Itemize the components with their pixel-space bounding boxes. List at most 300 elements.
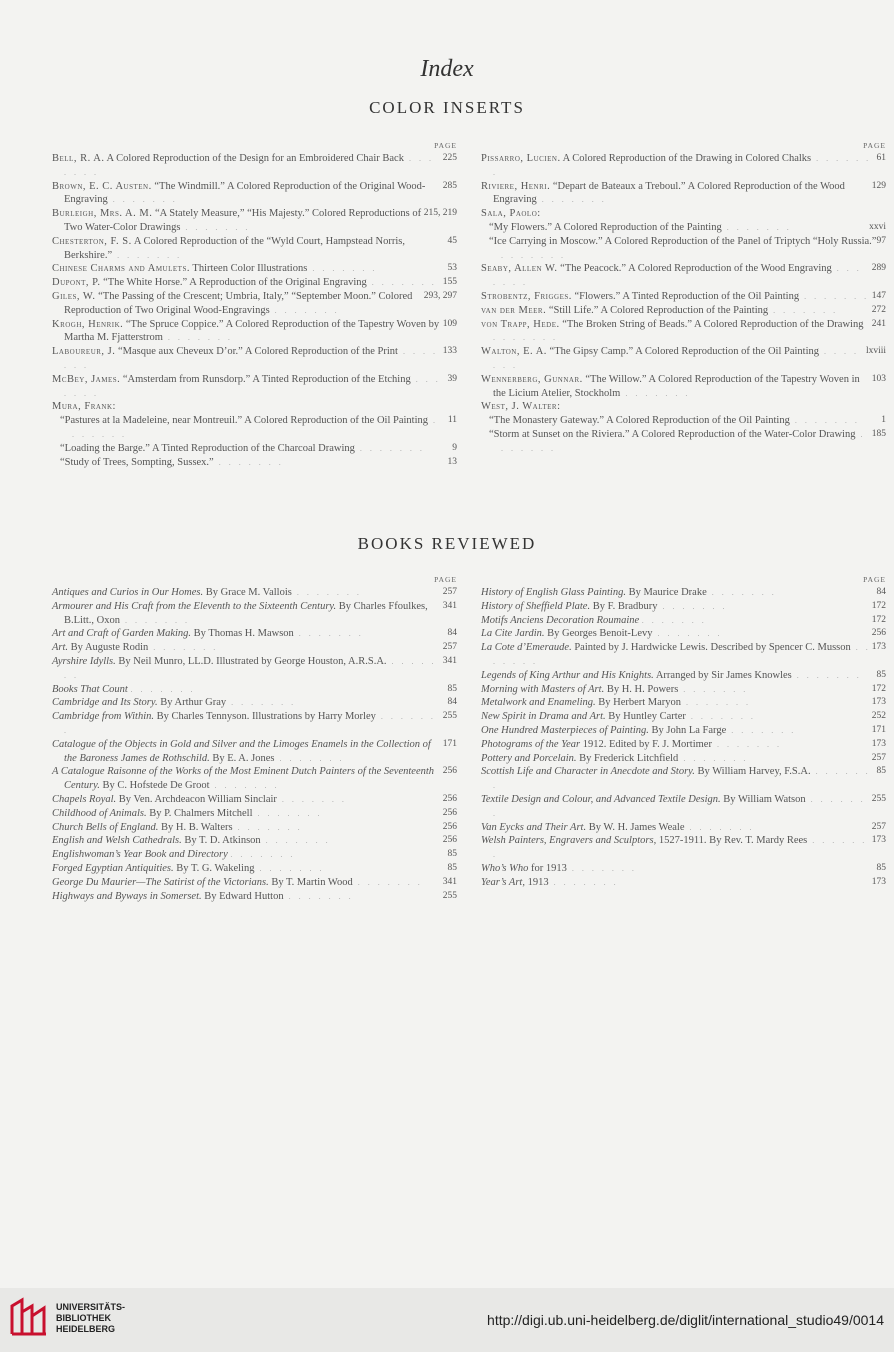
page-number: 341 xyxy=(442,600,457,611)
book-title: Welsh Painters, Engravers and Sculptors, xyxy=(481,835,657,847)
book-title: Forged Egyptian Antiquities. xyxy=(52,862,174,874)
book-title: George Du Maurier—The Satirist of the Victorians. xyxy=(52,876,269,888)
library-name-line: BIBLIOTHEK xyxy=(56,1313,111,1323)
dot-leader: . . . . . . . xyxy=(493,264,862,288)
book-title: Motifs Anciens Decoration Roumaine xyxy=(481,614,640,626)
book-entry xyxy=(481,600,886,614)
book-title: History of English Glass Painting. xyxy=(481,587,626,598)
dot-leader: . . . . . . . xyxy=(678,753,749,763)
page-number: 173 xyxy=(871,697,886,708)
entry-description: By William Harvey, F.S.A. xyxy=(697,766,811,778)
entry-description: By Thomas H. Mawson xyxy=(193,628,294,640)
insert-entry xyxy=(481,304,886,318)
page-column-label: PAGE xyxy=(863,141,886,150)
book-title: Cambridge from Within. xyxy=(52,711,154,723)
insert-entry xyxy=(481,345,886,373)
page-number: 173 xyxy=(871,876,886,887)
entry-description: “Still Life.” A Colored Reproduction of the Painting xyxy=(548,304,769,316)
insert-entry xyxy=(52,373,457,401)
artist-name: Giles, W. xyxy=(52,290,96,302)
page-number: 172 xyxy=(871,683,886,694)
book-entry xyxy=(481,862,886,876)
entry-description: “Depart de Bateaux a Treboul.” A Colored Reproduction of the Wood Engraving xyxy=(493,180,845,206)
insert-entry xyxy=(481,152,886,180)
page-number: 341 xyxy=(442,876,457,887)
entry-description: “Loading the Barge.” A Tinted Reproduction of the Charcoal Drawing xyxy=(60,442,355,454)
entry-description: By Auguste Rodin xyxy=(70,642,149,654)
entry-description: By P. Chalmers Mitchell xyxy=(149,807,253,819)
insert-entry xyxy=(481,235,886,263)
dot-leader: . . . . . . . xyxy=(230,850,296,860)
dot-leader: . . . . . . . xyxy=(789,416,860,426)
color-inserts-right-column xyxy=(481,140,886,456)
book-title: La Cote d’Emeraude. xyxy=(481,642,572,654)
entry-description: “The Spruce Coppice.” A Colored Reproduction of the Tapestry Woven by Martha M. Fjatterstrom xyxy=(64,318,440,344)
page-number: 39 xyxy=(447,373,457,384)
page-number: 13 xyxy=(447,456,457,467)
page-number: 171 xyxy=(871,724,886,735)
dot-leader: . . . . . . . xyxy=(307,264,378,274)
page-number: 256 xyxy=(442,793,457,804)
dot-leader: . . . . . . . xyxy=(681,698,752,708)
page-number: 9 xyxy=(452,442,457,453)
insert-entry xyxy=(52,235,457,263)
entry-description: By T. D. Atkinson xyxy=(184,835,261,847)
page-number: 255 xyxy=(442,890,457,901)
page-number: 85 xyxy=(447,683,457,694)
entry-description: By Ven. Archdeacon William Sinclair xyxy=(118,793,277,805)
dot-leader: . . . . . . . xyxy=(685,712,756,722)
dot-leader: . . . . . . . xyxy=(232,822,303,832)
page-number: 147 xyxy=(871,290,886,301)
insert-entry xyxy=(481,428,886,456)
entry-description: “The Peacock.” A Colored Reproduction of the Wood Engraving xyxy=(560,263,832,275)
dot-leader: . . . . . . . xyxy=(493,767,871,791)
entry-description: By E. A. Jones xyxy=(212,752,275,764)
dot-leader: . . . . . . . xyxy=(493,794,866,818)
book-entry xyxy=(52,807,457,821)
dot-leader: . . . . . . . xyxy=(120,615,191,625)
dot-leader: . . . . . . . xyxy=(64,154,434,177)
page-number: 256 xyxy=(442,807,457,818)
entry-description: “The Gipsy Camp.” A Colored Reproduction of the Oil Painting xyxy=(549,346,819,358)
insert-entry xyxy=(52,400,457,414)
dot-leader: . . . . . . . xyxy=(291,588,362,597)
page-number: 45 xyxy=(447,235,457,246)
page-number: 185 xyxy=(871,428,886,439)
page-number: 173 xyxy=(871,642,886,653)
dot-leader: . . . . . . . xyxy=(657,601,728,611)
page-number: 225 xyxy=(442,153,457,163)
dot-leader: . . . . . . . xyxy=(64,374,441,398)
page-number: 103 xyxy=(871,373,886,384)
page-number: 293, 297 xyxy=(423,290,457,301)
insert-entry xyxy=(52,456,457,470)
entry-description: By Herbert Maryon xyxy=(598,697,682,709)
dot-leader: . . . . . . . xyxy=(148,643,219,653)
dot-leader: . . . . . . . xyxy=(684,822,755,832)
entry-description: “Pastures at la Madeleine, near Montreuil.” A Colored Reproduction of the Oil Painting xyxy=(60,415,428,427)
page-number: 256 xyxy=(442,835,457,846)
page-number: 84 xyxy=(447,628,457,639)
insert-entry xyxy=(52,180,457,208)
book-entry xyxy=(52,586,457,600)
entry-description: “The Willow.” A Colored Reproduction of the Tapestry Woven in the Licium Atelier, Stockholm xyxy=(493,373,860,399)
book-entry xyxy=(52,600,457,628)
dot-leader: . . . . . . . xyxy=(162,333,233,343)
entry-description: “Ice Carrying in Moscow.” A Colored Reproduction of the Panel of Triptych “Holy Russia.” xyxy=(489,235,877,247)
dot-leader: . . . . . . . xyxy=(652,629,723,639)
dot-leader: . . . . . . . xyxy=(213,457,284,467)
library-name-line: UNIVERSITÄTS- xyxy=(56,1302,126,1312)
insert-entry xyxy=(481,221,886,235)
book-entry xyxy=(52,848,457,862)
book-title: Highways and Byways in Somerset. xyxy=(52,890,202,902)
page-number: 133 xyxy=(442,346,457,357)
book-title: Ayrshire Idylls. xyxy=(52,655,116,667)
book-entry xyxy=(481,586,886,600)
book-title: Van Eycks and Their Art. xyxy=(481,821,587,833)
artist-name: Seaby, Allen W. xyxy=(481,263,558,275)
book-entry xyxy=(481,627,886,641)
dot-leader: . . . . . . . xyxy=(64,712,436,735)
dot-leader: . . . . . . . xyxy=(768,305,839,315)
dot-leader: . . . . . . . xyxy=(64,347,438,370)
insert-entry xyxy=(52,318,457,346)
dot-leader: . . . . . . . xyxy=(276,794,347,804)
insert-entry xyxy=(52,276,457,290)
color-inserts-heading: COLOR INSERTS xyxy=(369,98,525,117)
page-number: 84 xyxy=(876,587,886,597)
dot-leader: . . . . . . . xyxy=(548,877,619,887)
entry-description: By Maurice Drake xyxy=(628,587,707,598)
dot-leader: . . . . . . . xyxy=(352,877,423,887)
entry-description: A Colored Reproduction of the Drawing in Colored Chalks xyxy=(562,153,812,164)
book-title: Scottish Life and Character in Anecdote and Story. xyxy=(481,766,695,778)
artist-name: Strobentz, Frigges. xyxy=(481,290,572,302)
entry-description: A Colored Reproduction of the “Wyld Court, Hampstead Norris, Berkshire.” xyxy=(64,235,405,261)
insert-entry xyxy=(52,414,457,442)
book-title: Cambridge and Its Story. xyxy=(52,697,158,709)
insert-entry xyxy=(52,152,457,180)
dot-leader: . . . . . . . xyxy=(112,250,183,260)
entry-description: By Neil Munro, LL.D. Illustrated by George Houston, A.R.S.A. xyxy=(118,655,387,667)
book-title: Books That Count xyxy=(52,683,128,695)
page-number: lxviii xyxy=(865,346,886,357)
page-number: 1 xyxy=(881,415,886,426)
page-number: 171 xyxy=(442,738,457,749)
entry-description: By Grace M. Vallois xyxy=(205,587,292,598)
book-title: A Catalogue Raisonne of the Works of the Most Eminent Dutch Painters of the Seventeenth Century. xyxy=(52,766,435,792)
entry-description: By Frederick Litchfield xyxy=(579,752,679,764)
dot-leader: . . . . . . . xyxy=(536,195,607,205)
entry-description: “Amsterdam from Runsdorp.” A Tinted Reproduction of the Etching xyxy=(122,373,411,385)
page-number: 256 xyxy=(442,821,457,832)
entry-description: By Charles Tennyson. Illustrations by Harry Morley xyxy=(156,711,376,723)
entry-description: By Huntley Carter xyxy=(608,711,686,723)
book-title: Church Bells of England. xyxy=(52,821,159,833)
artist-name: Chinese Charms and Amulets. xyxy=(52,263,190,275)
book-title: History of Sheffield Plate. xyxy=(481,600,591,612)
entry-description: “My Flowers.” A Colored Reproduction of the Painting xyxy=(489,221,722,233)
dot-leader: . . . . . . . xyxy=(791,670,862,680)
entry-description: By F. Bradbury xyxy=(592,600,658,612)
entry-description: “The White Horse.” A Reproduction of the Original Engraving xyxy=(103,277,367,289)
page-number: 256 xyxy=(442,766,457,777)
dot-leader: . . . . . . . xyxy=(254,863,325,873)
entry-description: By H. H. Powers xyxy=(606,683,679,695)
artist-name: von Trapp, Hede. xyxy=(481,318,560,330)
book-title: Year’s Art, xyxy=(481,876,525,888)
insert-entry xyxy=(481,414,886,428)
dot-leader: . . . . . . . xyxy=(641,615,707,625)
page-number: 97 xyxy=(876,235,886,246)
dot-leader: . . . . . . . xyxy=(366,278,437,288)
page-number: 61 xyxy=(876,153,886,163)
entry-description: “Masque aux Cheveux D’or.” A Colored Reproduction of the Print xyxy=(118,346,398,358)
entry-description: By John La Farge xyxy=(651,724,727,736)
dot-leader: . . . . . . . xyxy=(107,195,178,205)
page-number: 85 xyxy=(447,849,457,860)
entry-description: “A Stately Measure,” “His Majesty.” Colored Reproductions of Two Water-Color Drawings xyxy=(64,208,422,233)
entry-description: By William Watson xyxy=(723,793,806,805)
dot-leader: . . . . . . . xyxy=(293,629,364,639)
book-entry xyxy=(481,752,886,766)
entry-description: “Flowers.” A Tinted Reproduction of the Oil Painting xyxy=(574,290,800,302)
book-entry xyxy=(52,765,457,793)
book-title: Chapels Royal. xyxy=(52,793,117,805)
page-column-label: PAGE xyxy=(434,141,457,150)
artist-name: Bell, R. A. xyxy=(52,153,105,164)
entry-description: By H. B. Walters xyxy=(160,821,233,833)
entry-description: Arranged by Sir James Knowles xyxy=(655,669,792,681)
entry-description: “Study of Trees, Sompting, Sussex.” xyxy=(60,456,214,468)
page-number: 85 xyxy=(876,669,886,680)
book-title: New Spirit in Drama and Art. xyxy=(481,711,606,723)
color-inserts-left-column xyxy=(52,140,457,469)
page-number: 11 xyxy=(447,415,457,426)
entry-description: By Georges Benoit-Levy xyxy=(547,628,653,640)
entry-description: By Edward Hutton xyxy=(204,890,284,902)
entry-description: By T. G. Wakeling xyxy=(176,862,255,874)
dot-leader: . . . . . . . xyxy=(711,739,782,749)
artist-name: Brown, E. C. Austen. xyxy=(52,180,152,192)
dot-leader: . . . . . . . xyxy=(72,416,438,439)
entry-description: “The Passing of the Crescent; Umbria, Italy,” “September Moon.” Colored Reproduction of Two Original Wood-Engravings xyxy=(64,290,413,316)
book-entry xyxy=(52,862,457,876)
artist-name: Pissarro, Lucien. xyxy=(481,153,561,164)
dot-leader: . . . . . . . xyxy=(721,222,792,232)
book-title: Art. xyxy=(52,642,69,654)
book-entry xyxy=(481,641,886,669)
artist-name: van der Meer. xyxy=(481,304,547,316)
insert-entry xyxy=(481,318,886,346)
page-number: 257 xyxy=(871,752,886,763)
insert-entry xyxy=(481,290,886,304)
book-title: Textile Design and Colour, and Advanced Textile Design. xyxy=(481,793,721,805)
dot-leader: . . . . . . . xyxy=(252,808,323,818)
library-name xyxy=(56,1302,125,1335)
entry-description: Thirteen Color Illustrations xyxy=(192,263,308,275)
artist-name: Chesterton, F. S. xyxy=(52,235,132,247)
page-number: 252 xyxy=(871,711,886,722)
book-entry xyxy=(481,669,886,683)
book-entry xyxy=(481,793,886,821)
dot-leader: . . . . . . . xyxy=(493,333,558,343)
university-library-logo[interactable] xyxy=(8,1296,50,1338)
entry-description: Painted by J. Hardwicke Lewis. Described by Spencer C. Musson xyxy=(574,642,851,654)
book-title: Art and Craft of Garden Making. xyxy=(52,628,192,640)
book-entry xyxy=(52,890,457,904)
book-title: Antiques and Curios in Our Homes. xyxy=(52,587,204,598)
dot-leader: . . . . . . . xyxy=(283,891,354,901)
book-entry xyxy=(52,834,457,848)
dot-leader: . . . . . . . xyxy=(501,250,566,260)
page-number: 256 xyxy=(871,628,886,639)
page-number: 129 xyxy=(871,180,886,191)
artist-name: Krogh, Henrik. xyxy=(52,318,124,330)
page-number: 85 xyxy=(876,862,886,873)
page-column-label: PAGE xyxy=(863,575,886,584)
insert-entry xyxy=(52,262,457,276)
insert-entry xyxy=(52,345,457,373)
entry-description: 1912. Edited by F. J. Mortimer xyxy=(582,738,712,750)
artist-name: Burleigh, Mrs. A. M. xyxy=(52,208,153,220)
book-title: Armourer and His Craft from the Eleventh to the Sixteenth Century. xyxy=(52,600,337,612)
artist-name: Sala, Paolo: xyxy=(481,208,541,220)
book-title: Catalogue of the Objects in Gold and Silver and the Limoges Enamels in the Collection of the Baroness James de Rothschild. xyxy=(52,738,431,764)
book-entry xyxy=(52,696,457,710)
dot-leader: . . . . . . . xyxy=(493,347,859,370)
insert-entry xyxy=(52,207,457,235)
book-entry xyxy=(52,655,457,683)
insert-entry xyxy=(481,373,886,401)
library-name-line: HEIDELBERG xyxy=(56,1324,116,1334)
page-number: 172 xyxy=(871,614,886,625)
dot-leader: . . . . . . . xyxy=(209,781,280,791)
book-entry xyxy=(52,738,457,766)
dot-leader: . . . . . . . xyxy=(566,863,637,873)
page-number: 255 xyxy=(442,711,457,722)
book-title: Legends of King Arthur and His Knights. xyxy=(481,669,654,681)
book-title: Photograms of the Year xyxy=(481,738,581,750)
entry-description: “The Broken String of Beads.” A Colored Reproduction of the Drawing xyxy=(562,318,864,330)
dot-leader: . . . . . . . xyxy=(354,443,425,453)
insert-entry xyxy=(52,442,457,456)
books-reviewed-heading: BOOKS REVIEWED xyxy=(357,534,537,553)
book-entry xyxy=(52,793,457,807)
index-title: Index xyxy=(420,56,474,82)
entry-description: “The Monastery Gateway.” A Colored Reproduction of the Oil Painting xyxy=(489,415,790,427)
book-title: English and Welsh Cathedrals. xyxy=(52,835,182,847)
book-entry xyxy=(481,710,886,724)
book-entry xyxy=(481,876,886,890)
book-entry xyxy=(52,876,457,890)
dot-leader: . . . . . . . xyxy=(274,753,345,763)
book-entry xyxy=(52,683,457,697)
page-number: xxvi xyxy=(869,221,886,232)
page-number: 257 xyxy=(871,821,886,832)
page-number: 155 xyxy=(442,277,457,288)
dot-leader: . . . . . . . xyxy=(799,291,870,301)
page-number: 53 xyxy=(447,263,457,274)
book-entry xyxy=(481,696,886,710)
dot-leader: . . . . . . . xyxy=(706,588,777,597)
book-entry xyxy=(481,765,886,793)
book-title: Metalwork and Enameling. xyxy=(481,697,596,709)
artist-name: Walton, E. A. xyxy=(481,346,547,358)
dot-leader: . . . . . . . xyxy=(678,684,749,694)
book-entry xyxy=(481,724,886,738)
book-entry xyxy=(481,821,886,835)
viewer-footer xyxy=(0,1288,894,1352)
books-reviewed-right-column xyxy=(481,574,886,890)
page-number: 109 xyxy=(442,318,457,329)
dot-leader: . . . . . . . xyxy=(180,222,251,232)
page-number: 341 xyxy=(442,655,457,666)
dot-leader: . . . . . . . xyxy=(726,725,797,735)
page-number: 215, 219 xyxy=(423,208,457,219)
insert-entry xyxy=(481,207,886,221)
book-title: Englishwoman’s Year Book and Directory xyxy=(52,849,228,861)
artist-name: Mura, Frank: xyxy=(52,401,116,413)
book-entry xyxy=(481,834,886,862)
page-number: 257 xyxy=(442,642,457,653)
dot-leader: . . . . . . . xyxy=(64,656,437,680)
artist-name: Dupont, P. xyxy=(52,277,101,289)
entry-description: “The Windmill.” A Colored Reproduction of the Original Wood-Engraving xyxy=(64,180,426,206)
artist-name: Riviere, Henri. xyxy=(481,180,551,192)
page-number: 85 xyxy=(876,766,886,777)
page-number: 255 xyxy=(871,793,886,804)
page-number: 257 xyxy=(442,587,457,597)
artist-name: Laboureur, J. xyxy=(52,346,116,358)
entry-description: By T. Martin Wood xyxy=(271,876,353,888)
dot-leader: . . . . . . . xyxy=(493,154,872,177)
page-number: 84 xyxy=(447,697,457,708)
page-column-label: PAGE xyxy=(434,575,457,584)
book-title: One Hundred Masterpieces of Painting. xyxy=(481,724,649,736)
books-reviewed-left-column xyxy=(52,574,457,903)
book-title: Pottery and Porcelain. xyxy=(481,752,577,764)
artist-name: West, J. Walter: xyxy=(481,401,561,413)
insert-entry xyxy=(481,262,886,290)
permalink-url[interactable]: http://digi.ub.uni-heidelberg.de/diglit/international_studio49/0014 xyxy=(487,1312,884,1328)
entry-description: A Colored Reproduction of the Design for an Embroidered Chair Back xyxy=(106,153,404,164)
book-entry xyxy=(52,821,457,835)
page-number: 285 xyxy=(442,180,457,191)
dot-leader: . . . . . . . xyxy=(269,305,340,315)
book-entry xyxy=(481,738,886,752)
entry-description: for 1913 xyxy=(530,862,567,874)
book-title: Childhood of Animals. xyxy=(52,807,147,819)
entry-description: By W. H. James Weale xyxy=(588,821,685,833)
dot-leader: . . . . . . . xyxy=(130,684,196,694)
book-entry xyxy=(52,627,457,641)
book-title: Who’s Who xyxy=(481,862,529,874)
entry-description: By Arthur Gray xyxy=(160,697,227,709)
book-entry xyxy=(481,683,886,697)
page-number: 172 xyxy=(871,600,886,611)
book-entry xyxy=(52,710,457,738)
entry-description: 1527-1911. By Rev. T. Mardy Rees xyxy=(658,835,808,847)
dot-leader: . . . . . . . xyxy=(493,836,868,860)
entry-description: 1913 xyxy=(527,876,549,888)
book-title: Morning with Masters of Art. xyxy=(481,683,605,695)
insert-entry xyxy=(481,180,886,208)
dot-leader: . . . . . . . xyxy=(260,836,331,846)
book-title: La Cite Jardin. xyxy=(481,628,545,640)
